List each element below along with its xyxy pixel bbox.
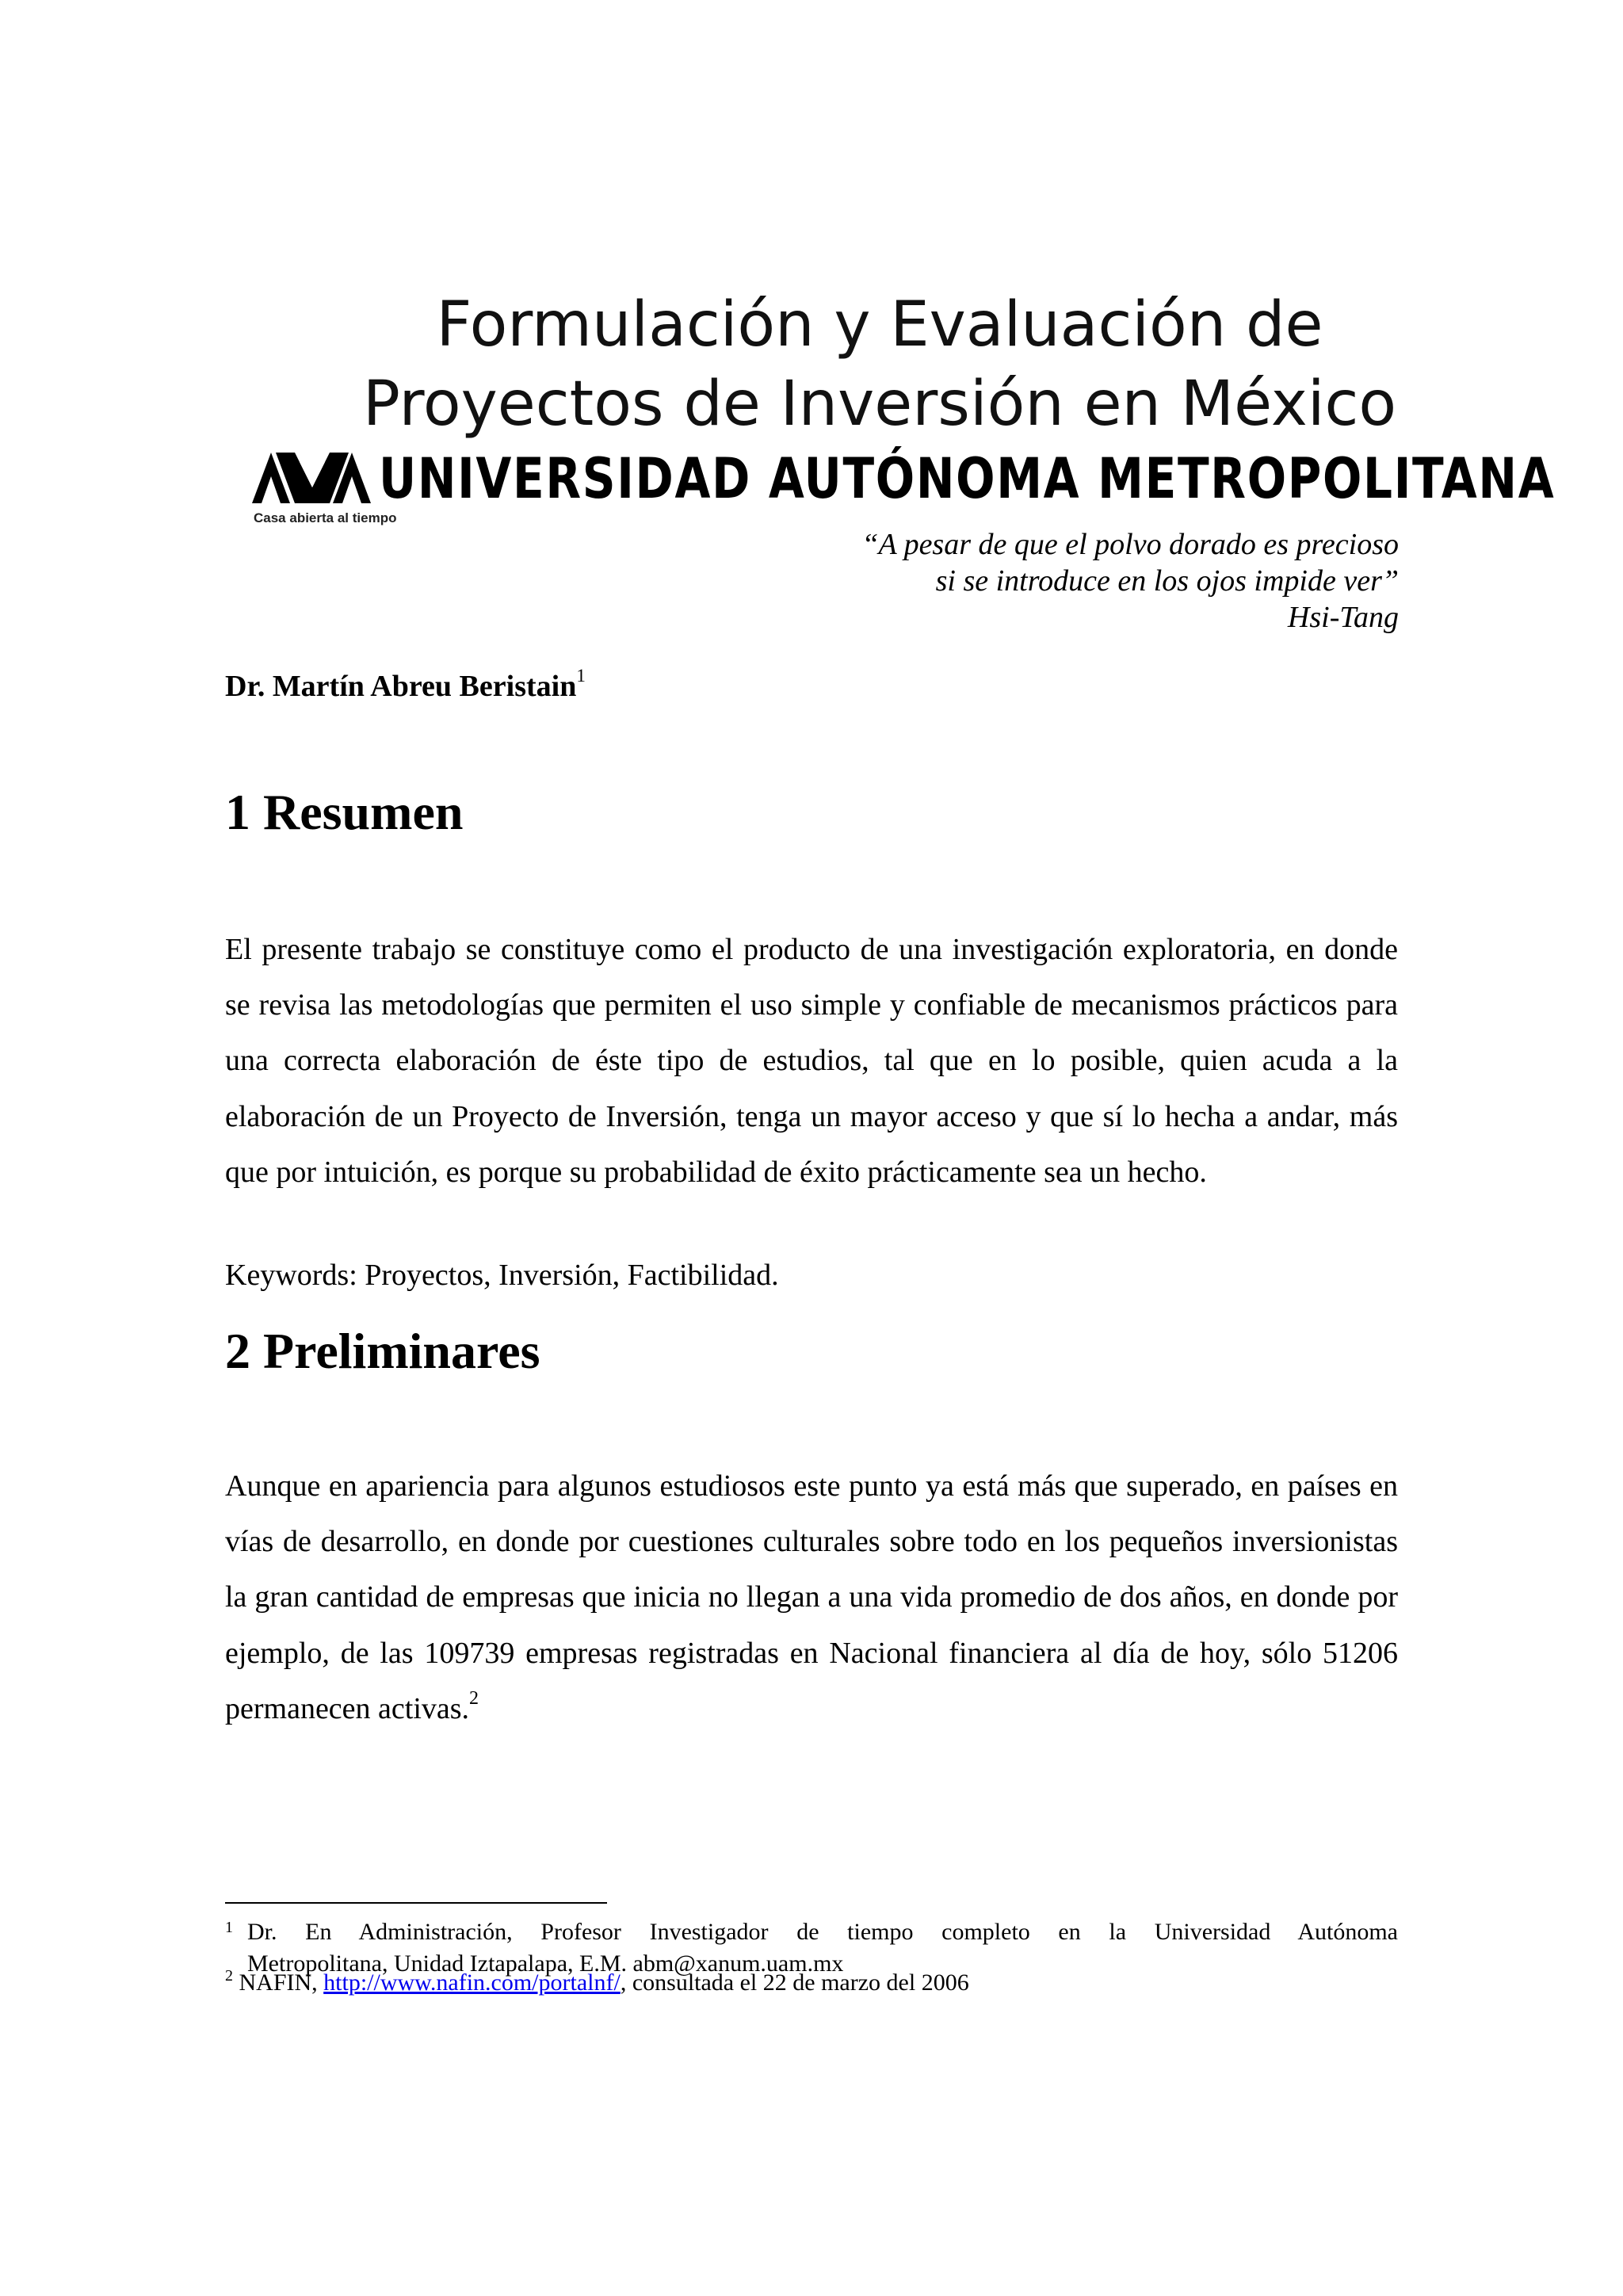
- footnote-separator: [225, 1902, 607, 1904]
- epigraph: [713, 526, 1399, 636]
- keywords-line: Keywords: Proyectos, Inversión, Factibilidad.: [225, 1259, 779, 1292]
- university-slogan: Casa abierta al tiempo: [254, 510, 397, 525]
- document-title-line-2: Proyectos de Inversión en México: [362, 369, 1397, 440]
- university-name: UNIVERSIDAD AUTÓNOMA METROPOLITANA: [379, 446, 1556, 511]
- preliminares-footnote-mark[interactable]: 2: [469, 1687, 479, 1709]
- section-heading-resumen: 1 Resumen: [225, 784, 464, 840]
- footnote-1: 1 Dr. En Administración, Profesor Investigador de tiempo completo en la Universidad Autónoma Metropolitana, Unidad Iztapalapa, E.M. abm@xanum.uam.mx: [225, 1916, 1398, 1980]
- footnote-2-prefix: NAFIN,: [239, 1969, 324, 1996]
- preliminares-paragraph: [225, 1458, 1398, 1736]
- resumen-paragraph: El presente trabajo se constituye como el producto de una investigación exploratoria, en donde se revisa las metodologías que permiten el uso simple y confiable de mecanismos prácticos para una correcta elaboración de éste tipo de estudios, tal que en lo posible, quien acuda a la elaboración de un Proyecto de Inversión, tenga un mayor acceso y que sí lo hecha a andar, más que por intuición, es porque su probabilidad de éxito prácticamente sea un hecho.: [225, 933, 1398, 1189]
- footnote-2-mark: 2: [225, 1967, 233, 1985]
- footnote-2-suffix: , consultada el 22 de marzo del 2006: [620, 1969, 969, 1996]
- epigraph-line-2: si se introduce en los ojos impide ver”: [935, 564, 1399, 598]
- footnote-1-line-1: Dr. En Administración, Profesor Investigador de tiempo completo en la Universidad Autónoma: [247, 1919, 1398, 1945]
- preliminares-text: Aunque en apariencia para algunos estudiosos este punto ya está más que superado, en países en vías de desarrollo, en donde por cuestiones culturales sobre todo en los pequeños inversionistas la gran cantidad de empresas que inicia no llegan a una vida promedio de dos años, en donde por ejemplo, de las 109739 empresas registradas en Nacional financiera al día de hoy, sólo 51206 permanecen activas.: [225, 1469, 1398, 1725]
- nafin-link[interactable]: http://www.nafin.com/portalnf/: [323, 1969, 621, 1996]
- author-line: [225, 667, 586, 705]
- footnote-1-line-2: Metropolitana, Unidad Iztapalapa, E.M. abm@xanum.uam.mx: [247, 1950, 844, 1977]
- author-footnote-mark[interactable]: 1: [576, 666, 586, 686]
- university-logo: [252, 446, 1556, 535]
- section-heading-preliminares: 2 Preliminares: [225, 1323, 540, 1379]
- document-title-line-1: Formulación y Evaluación de: [436, 289, 1323, 361]
- epigraph-line-1: “A pesar de que el polvo dorado es precioso: [861, 528, 1399, 561]
- epigraph-attribution: Hsi-Tang: [1287, 601, 1399, 634]
- footnote-2: [225, 1967, 1398, 1999]
- author-name: Dr. Martín Abreu Beristain: [225, 670, 577, 703]
- uam-logo-icon: [252, 448, 371, 505]
